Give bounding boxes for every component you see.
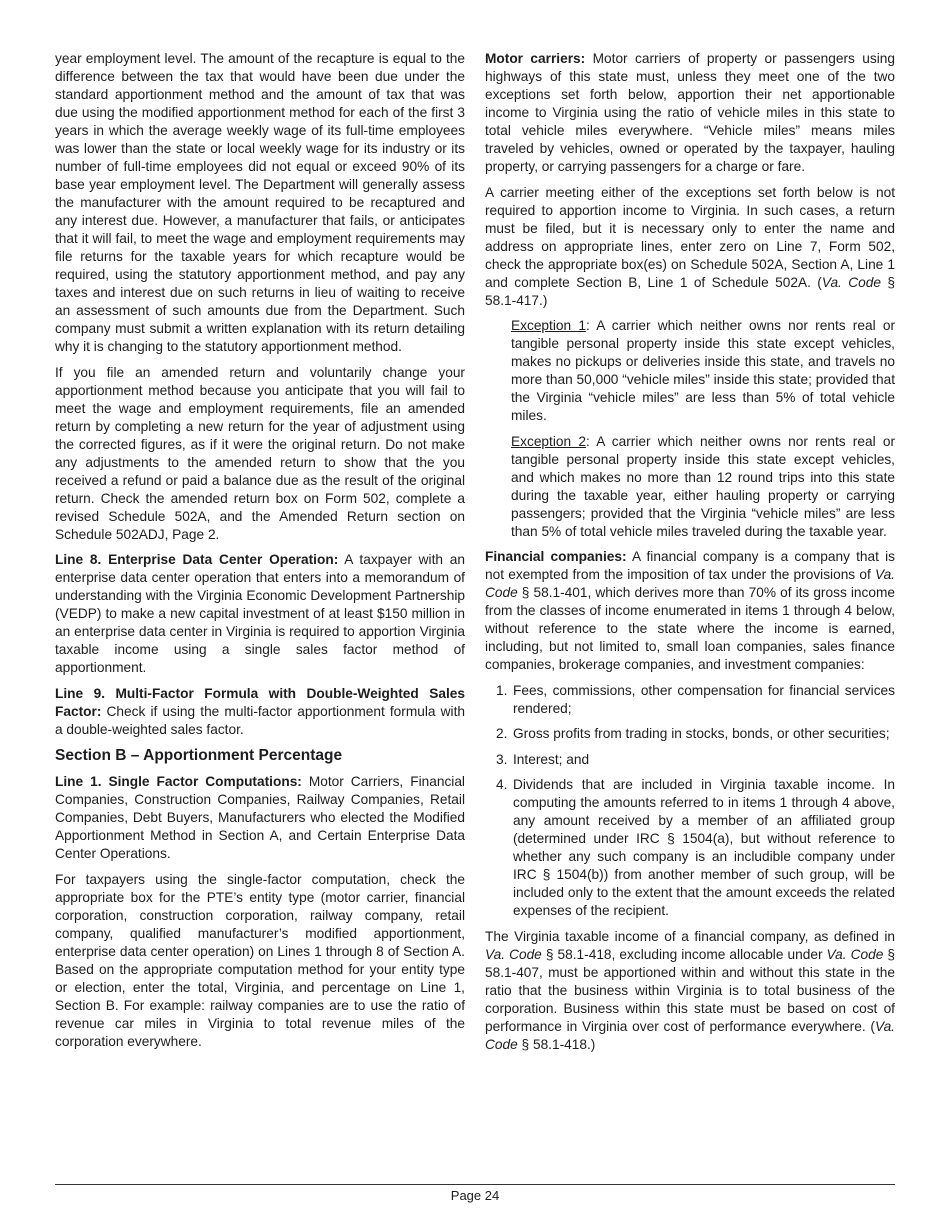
list-item-gross-profits <box>485 725 895 743</box>
line9-text: Check if using the multi-factor apportionment formula with a double-weighted sales factor. <box>55 703 465 737</box>
carrier-exceptions-intro-text: A carrier meeting either of the exceptions set forth below is not required to apportion income to Virginia. In such cases, a return must be filed, but it is necessary only to enter the name and address on appropriate lines, enter zero on Line 7, Form 502, check the appropriate box(es) on Schedule 502A, Section A, Line 1 and complete Section B, Line 1 of Schedule 502A. ( <box>485 184 895 290</box>
paragraph-financial-companies <box>485 548 895 674</box>
line1-lead-label: Line 1. Single Factor Computations: <box>55 774 302 789</box>
paragraph-line1-single-factor <box>55 773 465 863</box>
paragraph-amended-return <box>55 364 465 544</box>
list-item-fees <box>485 682 895 718</box>
list-item-dividends <box>485 776 895 920</box>
line1-text: Motor Carriers, Financial Companies, Construction Companies, Railway Companies, Retail Companies, Debt Buyers, Manufacturers who elected the Modified Apportionment Method in Section A, and Certain Enterprise Data Center Operations. <box>55 774 465 861</box>
paragraph-exception-2 <box>511 433 895 541</box>
income-items-list <box>485 682 895 921</box>
va-code-citation: Va. Code <box>485 946 542 962</box>
exception-1-label: Exception 1 <box>511 318 586 333</box>
right-column <box>485 50 895 1061</box>
carrier-exceptions-intro-cite-rest: § 58.1-417.) <box>485 274 895 308</box>
line8-lead-label: Line 8. Enterprise Data Center Operation: <box>55 552 339 567</box>
financial-companies-lead-label: Financial companies: <box>485 549 627 564</box>
financial-taxable-income-text-1: The Virginia taxable income of a financial company, as defined in <box>485 928 895 944</box>
list-item-text: Interest; and <box>513 751 590 767</box>
list-item-number: 1. <box>496 682 508 698</box>
list-item-text: Fees, commissions, other compensation for financial services rendered; <box>513 682 895 716</box>
list-item-number: 3. <box>496 751 508 767</box>
financial-taxable-income-text-3: § 58.1-407, must be apportioned within and without this state in the ratio that the business within Virginia is to total business of the corporation. Business within this state must be based on cost of performance in Virginia over cost of performance everywhere. ( <box>485 946 896 1034</box>
page-number: Page 24 <box>450 1188 500 1203</box>
financial-taxable-income-text-4: § 58.1-418.) <box>517 1036 596 1052</box>
paragraph-single-factor-instructions <box>55 871 465 1051</box>
line8-text: A taxpayer with an enterprise data center operation that enters into a memorandum of understanding with the Virginia Economic Development Partnership (VEDP) to make a new capital investment of at least $150 million in an enterprise data center in Virginia is required to apportion Virginia taxable income using a single sales factor method of apportionment. <box>55 552 465 675</box>
paragraph-amended-return-text: If you file an amended return and voluntarily change your apportionment method because you anticipate that you will fail to meet the wage and employment requirements, file an amended return by completing a new return for the year of adjustment using the corrected figures, as if it were the original return. Do not make any adjustments to the amended return to show that the you received a refund or paid a balance due as the result of the original return. Check the amended return box on Form 502, complete a revised Schedule 502A, and the Amended Return section on Schedule 502ADJ, Page 2. <box>55 364 465 542</box>
list-item-text: Gross profits from trading in stocks, bonds, or other securities; <box>513 726 890 741</box>
list-item-interest <box>485 751 895 769</box>
paragraph-recapture <box>55 50 465 356</box>
list-item-number: 2. <box>496 726 508 741</box>
paragraph-exception-1 <box>511 317 895 425</box>
motor-carriers-text: Motor carriers of property or passengers using highways of this state must, unless they meet one of the two exceptions set forth below, apportion their net apportionable income to Virginia using the ratio of vehicle miles in this state to total vehicle miles everywhere. “Vehicle miles” means miles traveled by vehicles, owned or operated by the taxpayer, hauling property, or carrying passengers for a charge or fare. <box>485 51 895 174</box>
financial-taxable-income-text-2: § 58.1-418, excluding income allocable under <box>541 946 827 962</box>
financial-companies-text-1: A financial company is a company that is not exempted from the imposition of tax under the provisions of <box>485 549 895 582</box>
va-code-citation: Va. Code <box>485 1018 895 1052</box>
financial-companies-text-2: § 58.1-401, which derives more than 70% of its gross income from the classes of income enumerated in items 1 through 4 below, without reference to the state where the income is earned, including, but not limited to, small loan companies, sales finance companies, brokerage companies, and investment companies: <box>485 585 895 672</box>
exception-2-label: Exception 2 <box>511 433 586 449</box>
va-code-citation: Va. Code <box>826 946 884 962</box>
left-column <box>55 50 465 1061</box>
paragraph-line9-multi-factor <box>55 685 465 739</box>
paragraph-recapture-text: year employment level. The amount of the recapture is equal to the difference between the tax that would have been due under the standard apportionment method and the amount of tax that was due using the modified apportionment method for each of the first 3 years in which the average weekly wage of its full-time employees was lower than the state or local weekly wage for its industry or its number of full-time employees did not equal or exceed 90% of its base year employment level. The Department will generally assess the manufacturer with the amount required to be recaptured and any interest due. However, a manufacturer that fails, or anticipates that it will fail, to meet the wage and employment requirements may file returns for the taxable years for which recapture would be required, using the statutory apportionment method, and pay any taxes and interest due on such returns in lieu of waiting to receive an assessment of such amounts due from the Department. Such company must submit a written explanation with its return detailing why it is changing to the statutory apportionment method. <box>55 51 465 354</box>
paragraph-motor-carriers <box>485 50 895 176</box>
page-footer <box>55 1184 895 1203</box>
two-column-layout <box>55 50 895 1061</box>
line9-lead-label: Line 9. Multi-Factor Formula with Double-Weighted Sales Factor: <box>55 685 465 719</box>
va-code-citation: Va. Code <box>821 274 881 290</box>
exception-2-text: : A carrier which neither owns nor rents real or tangible personal property inside this state except vehicles, and which makes no more than 12 round trips into this state during the taxable year, either hauling property or carrying passengers; provided that the Virginia “vehicle miles” are less than 5% of total vehicle miles traveled during the taxable year. <box>511 433 895 539</box>
section-b-heading: Section B – Apportionment Percentage <box>55 747 343 764</box>
motor-carriers-lead-label: Motor carriers: <box>485 51 586 66</box>
paragraph-carrier-exceptions-intro <box>485 184 895 310</box>
single-factor-instructions-text: For taxpayers using the single-factor computation, check the appropriate box for the PTE’s entity type (motor carrier, financial corporation, construction corporation, railway company, retail company, qualified manufacturer’s modified apportionment, enterprise data center operation) on Lines 1 through 8 of Section A. Based on the appropriate computation method for your entity type or election, enter the total, Virginia, and percentage on Line 1, Section B. For example: railway companies are to use the ratio of revenue car miles in Virginia to total revenue miles of the corporation everywhere. <box>55 871 465 1049</box>
list-item-text: Dividends that are included in Virginia taxable income. In computing the amounts referred to in items 1 through 4 above, any amount received by a member of an affiliated group (determined under IRC § 1504(a), but without reference to whether any such company is an includible company under IRC § 1504(b)) from another member of such group, will be included only to the extent that the amount exceeds the related expenses of the recipient. <box>513 777 895 918</box>
paragraph-financial-taxable-income <box>485 928 895 1054</box>
exception-1-text: : A carrier which neither owns nor rents real or tangible personal property inside this state except vehicles, makes no pickups or deliveries inside this state, and travels no more than 50,000 “vehicle miles” inside this state; provided that the Virginia “vehicle miles” are less than 5% of total vehicle miles. <box>511 318 895 423</box>
va-code-citation: Va. Code <box>485 567 895 600</box>
list-item-number: 4. <box>496 777 508 792</box>
paragraph-line8-enterprise-data-center <box>55 551 465 677</box>
